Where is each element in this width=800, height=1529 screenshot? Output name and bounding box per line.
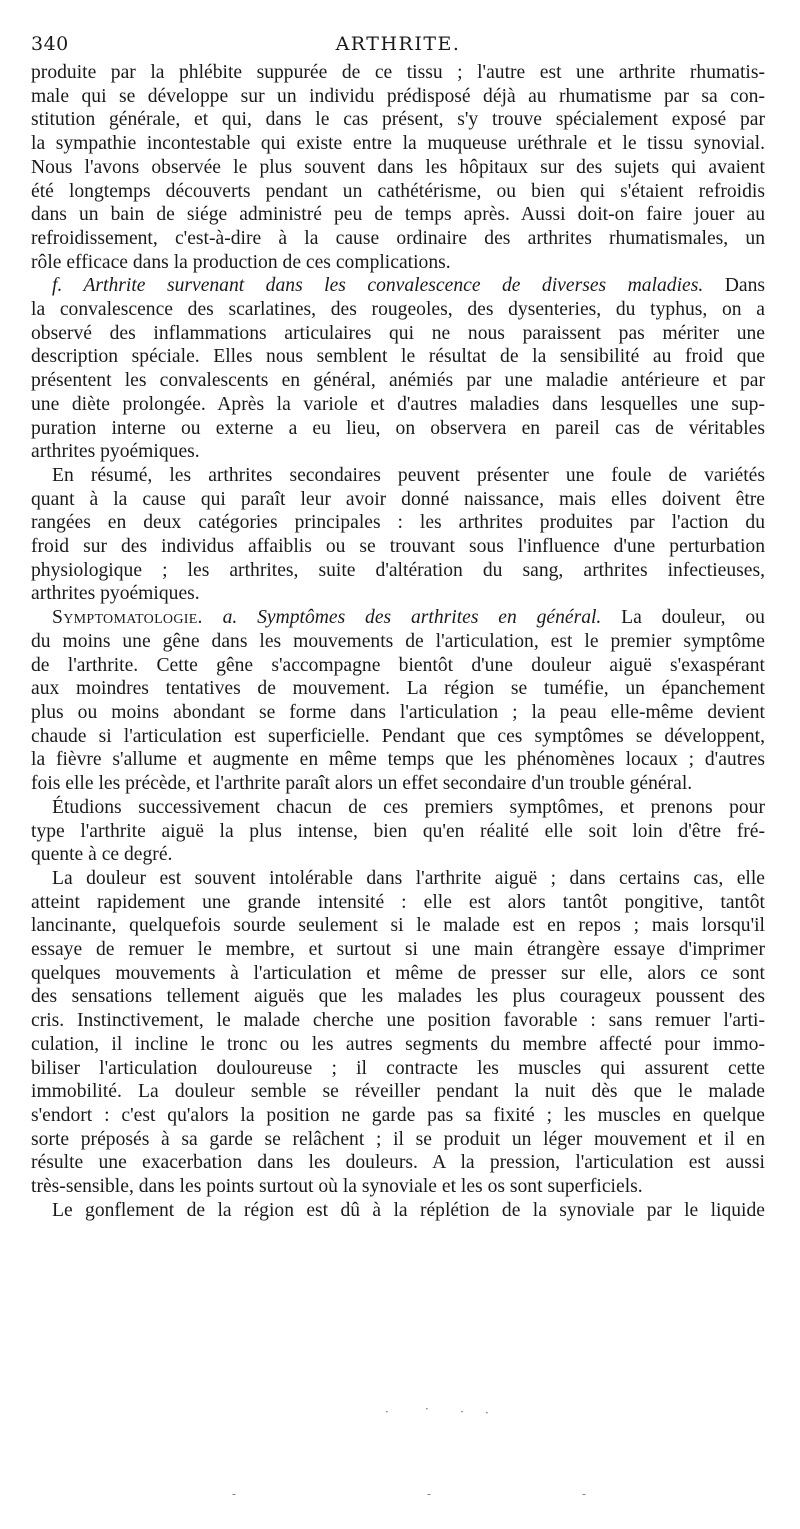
text-line: des sensations tellement aiguës que les malades les plus courageux poussent des [31,986,765,1008]
section-heading: a. Symptômes des arthrites en général. [222,607,602,629]
text-line: atteint rapidement une grande intensité : elle est alors tantôt pongitive, tantôt [31,891,765,913]
text-line: été longtemps découverts pendant un cathétérisme, ou bien qui s'étaient refroidis [31,180,765,202]
text-line: culation, il incline le tronc ou les autres segments du membre affecté pour immo- [31,1033,765,1055]
text-line: s'endort : c'est qu'alors la position ne garde pas sa fixité ; les muscles en quelque [31,1104,765,1126]
text-line: biliser l'articulation douloureuse ; il contracte les muscles qui assurent cette [31,1057,765,1079]
text-line: refroidissement, c'est-à-dire à la cause ordinaire des arthrites rhumatismales, un [31,227,765,249]
text-line: essaye de remuer le membre, et surtout si une main étrangère essaye d'imprimer [31,939,765,961]
text-line: résulte une exacerbation dans les douleurs. A la pression, l'articulation est aussi [31,1152,765,1174]
text-line: En résumé, les arthrites secondaires peuvent présenter une foule de variétés [52,464,765,486]
text-line: cris. Instinctivement, le malade cherche une position favorable : sans remuer l'arti- [31,1010,765,1032]
scan-speck: · [425,1402,429,1416]
paragraph [31,274,765,464]
text-line: La douleur est souvent intolérable dans l'arthrite aiguë ; dans certains cas, elle [52,867,765,889]
text-line: du moins une gêne dans les mouvements de l'articulation, est le premier symptôme [31,630,765,652]
text-fragment: La douleur, ou [621,607,765,629]
text-line: puration interne ou externe a eu lieu, on observera en pareil cas de véritables [31,417,765,439]
text-line: Nous l'avons observée le plus souvent dans les hôpitaux sur des sujets qui avaient [31,156,765,178]
text-line: observé des inflammations articulaires qui ne nous paraissent pas mériter une [31,322,765,344]
text-line: type l'arthrite aiguë la plus intense, bien qu'en réalité elle soit loin d'être fré- [31,820,765,842]
paragraph [31,867,765,1199]
scan-speck: · [385,1405,389,1419]
text-line: quelques mouvements à l'articulation et même de presser sur elle, alors ce sont [31,962,765,984]
text-line: froid sur des individus affaiblis ou se trouvant sous l'influence d'une perturbation [31,536,765,558]
text-line: Étudions successivement chacun de ces premiers symptômes, et prenons pour [52,796,765,818]
text-line: produite par la phlébite suppurée de ce tissu ; l'autre est une arthrite rhumatis- [31,62,765,83]
book-page [31,30,765,1222]
text-line [31,274,765,298]
text-line: présentent les convalescents en général, anémiés par une maladie antérieure et par [31,370,765,392]
paragraph [31,796,765,867]
paragraph [31,1199,765,1223]
text-line: male qui se développe sur un individu prédisposé déjà au rhumatisme par sa con- [31,85,765,107]
paragraph [31,606,765,796]
text-line: stitution générale, et qui, dans le cas présent, s'y trouve spécialement exposé par [31,109,765,131]
page-number: 340 [31,33,69,55]
text-line: très-sensible, dans les points surtout où la synoviale et les os sont superficiels. [31,1176,643,1198]
section-label: Symptomatologie. [52,607,203,629]
section-heading: f. Arthrite survenant dans les convalescence de diverses maladies. [52,275,704,297]
text-line: sorte préposés à sa garde se relâchent ; il se produit un léger mouvement et il en [31,1128,765,1150]
running-title: ARTHRITE. [335,33,461,55]
text-line: de l'arthrite. Cette gêne s'accompagne bientôt d'une douleur aiguë s'exaspérant [31,654,765,676]
text-line: Le gonflement de la région est dû à la réplétion de la synoviale par le liquide [52,1199,765,1221]
scan-speck: - [232,1487,237,1501]
text-line: la fièvre s'allume et augmente en même temps que les phénomènes locaux ; d'autres [31,749,765,771]
text-line: rangées en deux catégories principales : les arthrites produites par l'action du [31,512,765,534]
text-line: chaude si l'articulation est superficielle. Pendant que ces symptômes se développent, [31,725,765,747]
scan-speck: · [485,1406,489,1420]
text-line: dans un bain de siége administré peu de temps après. Aussi doit-on faire jouer au [31,204,765,226]
text-line: rôle efficace dans la production de ces complications. [31,251,451,273]
text-line: immobilité. La douleur semble se réveiller pendant la nuit dès que le malade [31,1081,765,1103]
text-line: aux moindres tentatives de mouvement. La région se tuméfie, un épanchement [31,678,765,700]
page-header [31,30,765,58]
paragraph [31,464,765,606]
scan-speck: - [582,1487,587,1501]
text-line: quant à la cause qui paraît leur avoir donné naissance, mais elles doivent être [31,488,765,510]
body-text [31,61,765,1222]
scan-speck: · [460,1405,464,1419]
paragraph [31,61,765,274]
text-line: physiologique ; les arthrites, suite d'altération du sang, arthrites infectieuses, [31,559,765,581]
text-line: description spéciale. Elles nous semblent le résultat de la sensibilité au froid que [31,346,765,368]
text-line: arthrites pyoémiques. [31,441,200,463]
text-line: la convalescence des scarlatines, des rougeoles, des dysenteries, du typhus, on a [31,299,765,321]
text-line: plus ou moins abondant se forme dans l'articulation ; la peau elle-même devient [31,701,765,723]
text-line: quente à ce degré. [31,844,173,866]
text-line: arthrites pyoémiques. [31,583,200,605]
scan-speck: - [427,1487,432,1501]
text-line: une diète prolongée. Après la variole et d'autres maladies dans lesquelles une sup- [31,393,765,415]
text-fragment: Dans [724,275,765,297]
text-line: lancinante, quelquefois sourde seulement si le malade est en repos ; mais lorsqu'il [31,915,765,937]
text-line: fois elle les précède, et l'arthrite paraît alors un effet secondaire d'un trouble général. [31,773,693,795]
text-line: la sympathie incontestable qui existe entre la muqueuse uréthrale et le tissu synovial. [31,133,765,155]
text-line [31,606,765,630]
